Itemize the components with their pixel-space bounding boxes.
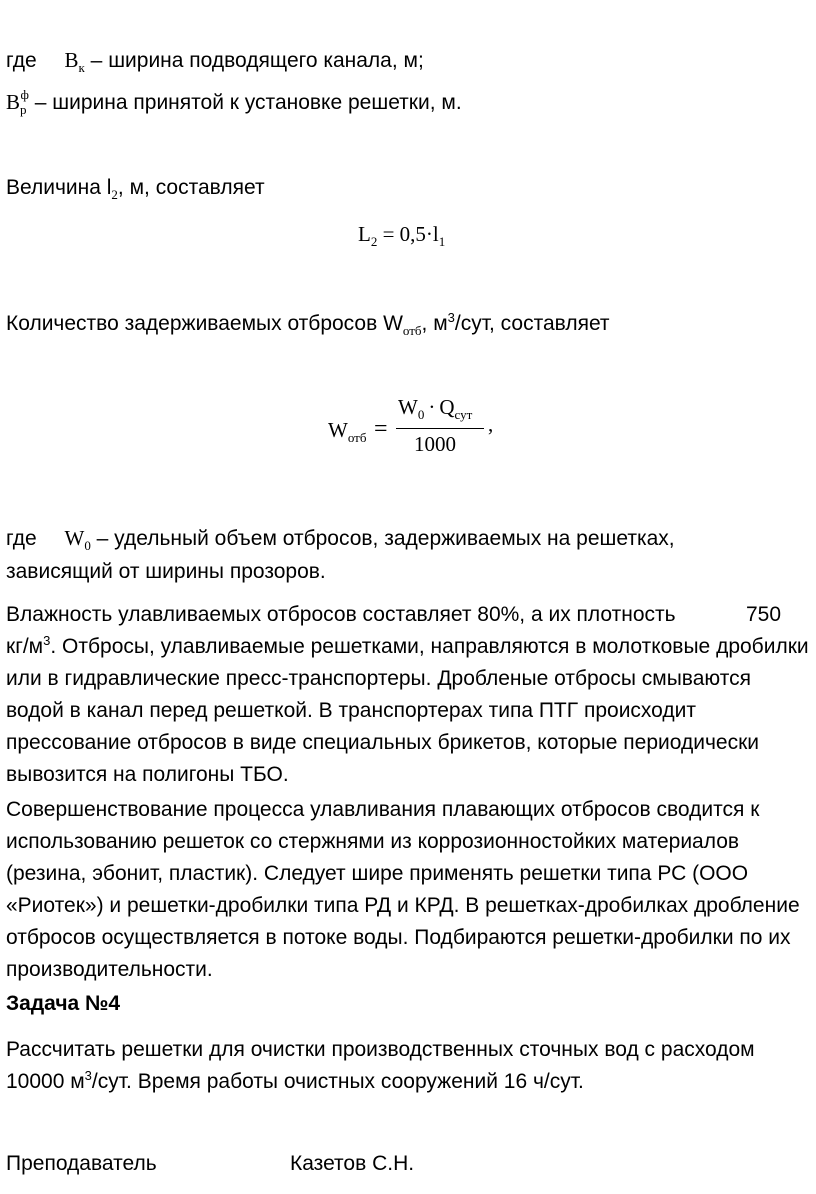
definition-w0: [6, 526, 675, 554]
definition-text: – ширина принятой к установке решетки, м.: [28, 91, 462, 114]
signature-name: Казетов С.Н.: [290, 1152, 415, 1175]
formula-w-equals: =: [374, 416, 388, 442]
formula-rhs: = 0,5·l: [377, 222, 439, 246]
task-text-tail: /сут. Время работы очистных сооружений 16 ч/сут.: [91, 1070, 584, 1093]
w-intro-tail: /сут, составляет: [454, 312, 610, 335]
formula-w-comma: ,: [488, 412, 494, 436]
paragraph-improvement: Совершенствование процесса улавливания плавающих отбросов сводится к использованию решеток со стержнями из коррозионностойких материалов (резина, эбонит, пластик). Следует шире применять решетки типа РС (ООО «Риотек») и решетки-дробилки типа РД и КРД. В решетках-дробилках дробление отбросов осуществляется в потоке воды. Подбираются решетки-дробилки по их производительности.: [6, 798, 800, 981]
w-superscript: 3: [447, 310, 455, 325]
symbol-b: [64, 48, 85, 76]
symbol-subscript: к: [78, 60, 85, 76]
fraction-bar: [396, 428, 484, 429]
numerator-w: W: [398, 395, 418, 419]
symbol-bp: [6, 87, 29, 118]
symbol-subscript: 0: [84, 538, 91, 554]
definition-text: – удельный объем отбросов, задерживаемых на решетках,: [90, 527, 675, 550]
numerator-q-subscript: сут: [454, 407, 473, 423]
density-unit: кг/м: [6, 635, 44, 658]
paragraph-moisture-text: Влажность улавливаемых отбросов составляет 80%, а их плотность: [6, 603, 676, 626]
where-word: где: [6, 49, 37, 72]
definition-bpf: [6, 87, 462, 118]
formula-w-denominator: 1000: [414, 432, 456, 456]
numerator-q: Q: [439, 395, 455, 419]
symbol-subscript: р: [20, 102, 27, 118]
formula-lhs-subscript: 2: [370, 234, 378, 250]
formula-w-lhs: [328, 418, 367, 446]
paragraph-moisture: [6, 599, 812, 791]
task-unit-superscript: 3: [84, 1068, 92, 1083]
paragraph-moisture-body: . Отбросы, улавливаемые решетками, направляются в молотковые дробилки или в гидравлические пресс-транспортеры. Дробленые отбросы смываются водой в канал перед решеткой. В транспортерах типа ПТГ происходит прессование отбросов в виде специальных брикетов, которые периодически вывозится на полигоны ТБО.: [6, 635, 809, 786]
definition-bk: [6, 48, 424, 76]
numerator-dot: ·: [428, 395, 436, 419]
definition-w0-continued: зависящий от ширины прозоров.: [6, 560, 326, 583]
symbol-letter: B: [64, 48, 79, 72]
paragraph-moisture-first-line: [6, 599, 812, 631]
formula-w-lhs-subscript: отб: [347, 430, 367, 446]
l2-intro: [6, 176, 265, 203]
symbol-letter: B: [6, 90, 21, 114]
l2-intro-text: Величина l: [6, 176, 112, 199]
l2-intro-tail: , м, составляет: [117, 176, 265, 199]
numerator-w-subscript: 0: [417, 407, 425, 423]
density-value: 750: [746, 603, 782, 626]
symbol-letter: W: [64, 526, 85, 550]
formula-w-lhs-letter: W: [328, 418, 348, 442]
w-intro-text: Количество задерживаемых отбросов W: [6, 312, 403, 335]
formula-lhs: L: [358, 222, 371, 246]
w-subscript: отб: [402, 323, 422, 339]
where-word: где: [6, 527, 37, 550]
formula-rhs-subscript: 1: [438, 234, 446, 250]
formula-l2: [358, 222, 446, 250]
symbol-w0: [64, 526, 91, 554]
w-intro: [6, 310, 610, 339]
w-intro-unit: , м: [421, 312, 448, 335]
symbol-superscript: ф: [20, 87, 29, 102]
definition-text: – ширина подводящего канала, м;: [84, 49, 424, 72]
task-text-body: Рассчитать решетки для очистки производственных сточных вод с расходом 10000 м: [6, 1038, 755, 1093]
task-text: [6, 1034, 812, 1098]
l2-subscript: 2: [111, 187, 118, 203]
signature-role: Преподаватель: [6, 1152, 157, 1175]
task-heading: Задача №4: [6, 992, 121, 1015]
formula-w-numerator: [398, 395, 473, 423]
density-unit-superscript: 3: [43, 633, 51, 648]
